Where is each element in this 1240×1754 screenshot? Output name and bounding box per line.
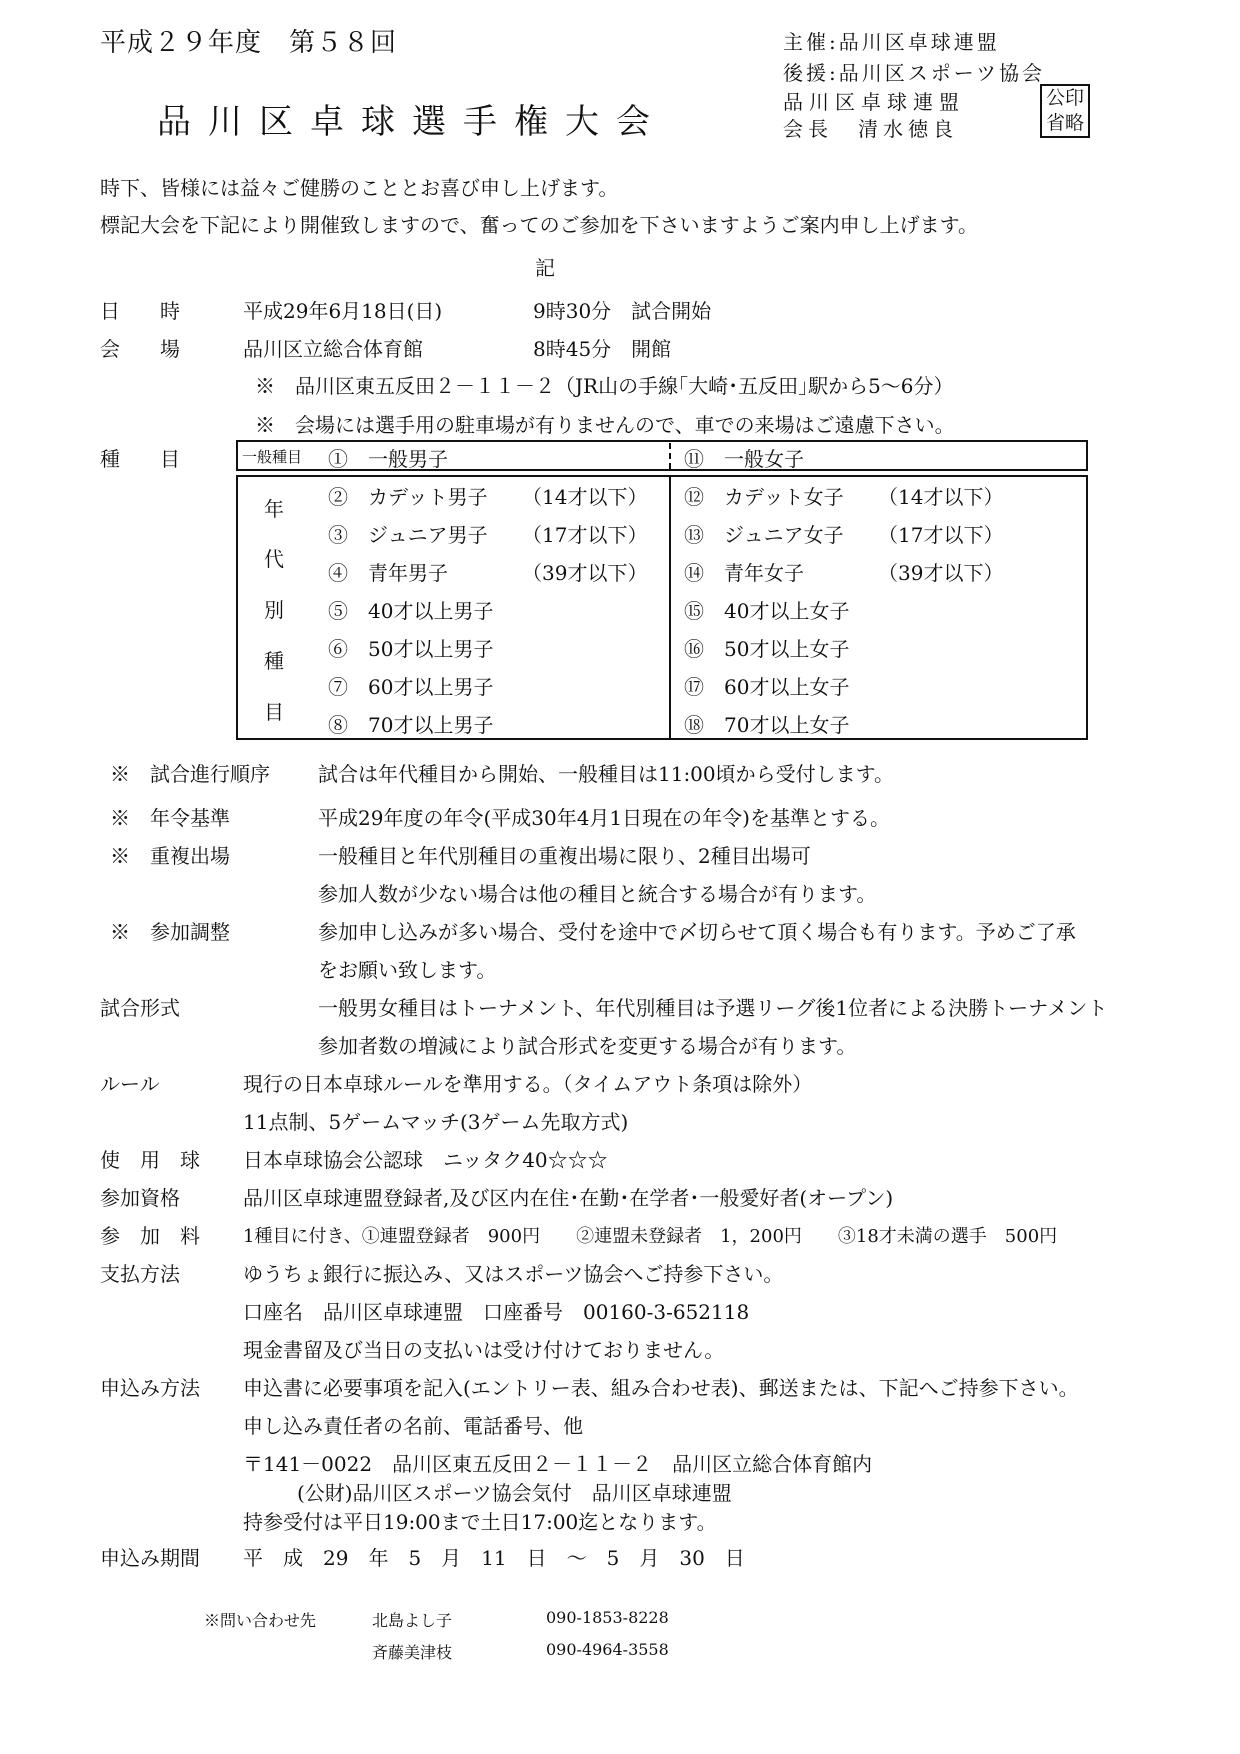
- supporter-line: 後援:品川区スポーツ協会: [783, 61, 1045, 85]
- match-format-text-1: 一般男女種目はトーナメント、年代別種目は予選リーグ後1位者による決勝トーナメント: [318, 996, 1108, 1020]
- women-event-name: ⑫ カデット女子: [684, 485, 844, 509]
- date-label: 日 時: [100, 299, 180, 323]
- contact-label: ※問い合わせ先: [204, 1611, 317, 1630]
- federation-line: 品川区卓球連盟: [783, 90, 965, 114]
- women-event-limit: （39才以下）: [878, 561, 1004, 585]
- parking-note: ※ 会場には選手用の駐車場が有りませんので、車での来場はご遠慮下さい。: [255, 413, 955, 437]
- entry-adjust-text-2: をお願い致します。: [318, 958, 497, 982]
- fee-text: 1種目に付き、①連盟登録者 900円 ②連盟未登録者 1，200円 ③18才未満の選手 500円: [243, 1226, 1058, 1247]
- apply-method-text-2: 申し込み責任者の名前、電話番号、他: [243, 1414, 583, 1438]
- general-events-label: 一般種目: [242, 448, 303, 466]
- entry-adjust-label: ※ 参加調整: [110, 920, 230, 944]
- rules-label: ルール: [100, 1072, 160, 1096]
- men-event-name: ③ ジュニア男子: [328, 523, 488, 547]
- general-men-event: ① 一般男子: [328, 447, 448, 471]
- seal-line-1: 公印: [1045, 87, 1084, 109]
- apply-period-label: 申込み期間: [100, 1546, 200, 1570]
- men-event-name: ⑤ 40才以上男子: [328, 599, 494, 623]
- men-event-limit: （39才以下）: [522, 561, 648, 585]
- payment-label: 支払方法: [100, 1262, 180, 1286]
- men-event-limit: （17才以下）: [522, 523, 648, 547]
- apply-method-label: 申込み方法: [100, 1376, 200, 1400]
- payment-text-3: 現金書留及び当日の支払いは受け付けておりません。: [243, 1338, 725, 1362]
- women-event-name: ⑰ 60才以上女子: [684, 675, 850, 699]
- edition-subtitle: 平成２９年度 第５８回: [100, 28, 398, 58]
- match-order-text: 試合は年代種目から開始、一般種目は11:00頃から受付します。: [318, 762, 895, 786]
- contact-phone: 090-4964-3558: [546, 1640, 669, 1659]
- women-event-name: ⑬ ジュニア女子: [684, 523, 844, 547]
- apply-hours: 持参受付は平日19:00まで土日17:00迄となります。: [243, 1510, 717, 1534]
- match-order-label: ※ 試合進行順序: [110, 762, 270, 786]
- men-event-name: ⑦ 60才以上男子: [328, 675, 494, 699]
- contact-name: 斉藤美津枝: [372, 1643, 453, 1662]
- contact-phone: 090-1853-8228: [546, 1608, 669, 1627]
- age-label-char-3: 別: [264, 598, 284, 622]
- events-label: 種 目: [100, 447, 180, 471]
- women-event-limit: （14才以下）: [878, 485, 1004, 509]
- women-event-name: ⑱ 70才以上女子: [684, 713, 850, 737]
- women-event-limit: （17才以下）: [878, 523, 1004, 547]
- match-format-text-2: 参加者数の増減により試合形式を変更する場合が有ります。: [318, 1034, 857, 1058]
- ball-label: 使 用 球: [100, 1148, 200, 1172]
- women-event-name: ⑭ 青年女子: [684, 561, 804, 585]
- age-label-char-5: 目: [264, 700, 284, 724]
- apply-method-text-1: 申込書に必要事項を記入(エントリー表、組み合わせ表)、郵送または、下記へご持参下さい。: [243, 1376, 1079, 1400]
- president-line: 会長 清水徳良: [783, 117, 958, 141]
- men-event-name: ⑧ 70才以上男子: [328, 713, 494, 737]
- match-format-label: 試合形式: [100, 996, 180, 1020]
- open-time: 8時45分 開館: [533, 337, 672, 361]
- women-event-name: ⑯ 50才以上女子: [684, 637, 850, 661]
- apply-address: 〒141－0022 品川区東五反田２－１１－２ 品川区立総合体育館内: [243, 1452, 873, 1476]
- general-divider: [669, 443, 671, 469]
- rules-text-1: 現行の日本卓球ルールを準用する。（タイムアウト条項は除外）: [243, 1072, 813, 1096]
- age-events-divider: [669, 475, 671, 740]
- venue-address-note: ※ 品川区東五反田２－１１－２（JR山の手線｢大崎･五反田｣駅から5～6分）: [255, 374, 954, 398]
- ki-heading: 記: [535, 256, 555, 280]
- apply-period-text: 平 成 29 年 5 月 11 日 ～ 5 月 30 日: [243, 1546, 745, 1570]
- duplicate-entry-label: ※ 重複出場: [110, 844, 230, 868]
- fee-label: 参 加 料: [100, 1224, 200, 1248]
- official-seal-omitted-stamp: [1040, 84, 1090, 138]
- venue-name: 品川区立総合体育館: [243, 337, 423, 361]
- start-time: 9時30分 試合開始: [533, 299, 712, 323]
- apply-care-of: (公財)品川区スポーツ協会気付 品川区卓球連盟: [297, 1481, 732, 1505]
- entry-adjust-text-1: 参加申し込みが多い場合、受付を途中で〆切らせて頂く場合も有ります。予めご了承: [318, 920, 1076, 944]
- age-criteria-text: 平成29年度の年令(平成30年4月1日現在の年令)を基準とする。: [318, 806, 890, 830]
- eligibility-label: 参加資格: [100, 1186, 180, 1210]
- rules-text-2: 11点制、5ゲームマッチ(3ゲーム先取方式): [243, 1110, 629, 1134]
- general-women-event: ⑪ 一般女子: [684, 447, 804, 471]
- eligibility-text: 品川区卓球連盟登録者,及び区内在住･在勤･在学者･一般愛好者(オープン): [243, 1186, 894, 1210]
- venue-label: 会 場: [100, 337, 180, 361]
- age-label-char-4: 種: [264, 649, 284, 673]
- seal-line-2: 省略: [1045, 112, 1084, 134]
- greeting-line-2: 標記大会を下記により開催致しますので、奮ってのご参加を下さいますようご案内申し上げます。: [100, 213, 978, 237]
- greeting-line-1: 時下、皆様には益々ご健勝のこととお喜び申し上げます。: [100, 176, 619, 200]
- age-label-char-2: 代: [264, 547, 284, 571]
- men-event-name: ② カデット男子: [328, 485, 488, 509]
- age-criteria-label: ※ 年令基準: [110, 806, 230, 830]
- contact-name: 北島よし子: [372, 1611, 453, 1630]
- men-event-limit: （14才以下）: [522, 485, 648, 509]
- payment-text-1: ゆうちょ銀行に振込み、又はスポーツ協会へご持参下さい。: [243, 1262, 784, 1286]
- page-title: 品川区卓球選手権大会: [157, 102, 667, 142]
- age-label-char-1: 年: [264, 497, 284, 521]
- organizer-line: 主催:品川区卓球連盟: [783, 30, 1000, 54]
- duplicate-entry-text-1: 一般種目と年代別種目の重複出場に限り、2種目出場可: [318, 844, 811, 868]
- payment-account: 口座名 品川区卓球連盟 口座番号 00160-3-652118: [243, 1300, 750, 1324]
- men-event-name: ④ 青年男子: [328, 561, 448, 585]
- duplicate-entry-text-2: 参加人数が少ない場合は他の種目と統合する場合が有ります。: [318, 882, 877, 906]
- men-event-name: ⑥ 50才以上男子: [328, 637, 494, 661]
- ball-text: 日本卓球協会公認球 ニッタク40☆☆☆: [243, 1148, 608, 1172]
- event-date: 平成29年6月18日(日): [243, 299, 443, 323]
- women-event-name: ⑮ 40才以上女子: [684, 599, 850, 623]
